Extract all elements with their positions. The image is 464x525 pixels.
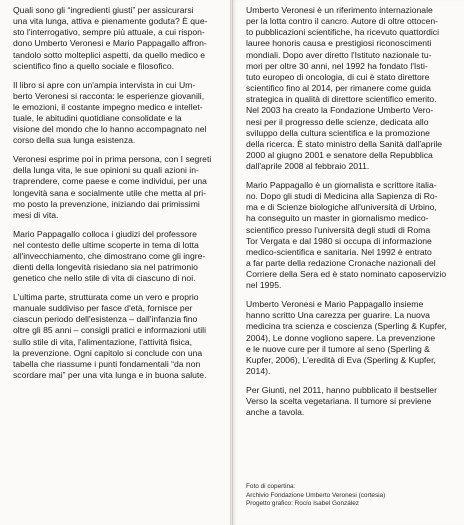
- text-line: la prevenzione. Ogni capitolo si conclude con una: [13, 347, 203, 358]
- text-line: le emozioni, il costante impegno medico e intellet-: [13, 101, 203, 112]
- text-line: no. Dopo gli studi di Medicina alla Sapienza di Ro-: [246, 191, 438, 202]
- text-line: sviluppo della cultura scientifica e la promozione: [246, 127, 430, 138]
- text-line: anche a tavola.: [246, 407, 305, 418]
- text-line: dall'aprile 2008 al febbraio 2011.: [246, 161, 370, 172]
- text-line: della ricerca. È stato ministro della Sanità dall'aprile: [246, 138, 443, 149]
- text-line: dono Umberto Veronesi e Mario Pappagallo affron-: [13, 38, 207, 49]
- author-biographies: [246, 5, 450, 426]
- text-line: sullo stile di vita, l'alimentazione, l'attività fisica,: [13, 336, 193, 347]
- text-line: mo posto la prevenzione, iniziando dai primissimi: [13, 198, 200, 209]
- text-line: medico-scientifica e sanitaria. Nel 1992 è entrato: [246, 246, 432, 257]
- text-line: ma e di Scienze biologiche all'università di Urbino,: [246, 202, 437, 213]
- paragraph-intro: [13, 5, 217, 72]
- text-line: traprendere, come paese e come individui, per una: [13, 176, 207, 187]
- text-line: ha conseguito un master in giornalismo medico-: [246, 213, 429, 224]
- text-line: sto l'interrogativo, sempre più attuale, a cui rispon-: [13, 27, 205, 38]
- text-line: Mario Pappagallo è un giornalista e scrittore italia-: [246, 179, 437, 190]
- text-line: dienti della longevità risiedano sia nel patrimonio: [13, 262, 198, 273]
- paragraph-joint-works: [246, 299, 450, 377]
- text-line: nel 1995.: [246, 280, 282, 291]
- text-line: della lunga vita, le sue opinioni su quali azioni in-: [13, 165, 199, 176]
- text-line: Mario Pappagallo colloca i giudizi del professore: [13, 228, 197, 239]
- text-line: tandolo sotto molteplici aspetti, da quello medico e: [13, 49, 206, 60]
- text-line: Per Giunti, nel 2011, hanno pubblicato il bestseller: [246, 384, 437, 395]
- text-line: Veronesi esprime poi in prima persona, con I segreti: [13, 154, 212, 165]
- text-line: tabella che riassume i punti fondamentali “da non: [13, 358, 201, 369]
- text-line: 2000 al giugno 2001 e senatore della Repubblica: [246, 150, 433, 161]
- text-line: scientifico fino al 2014, per rimanere come guida: [246, 83, 431, 94]
- text-line: Umberto Veronesi e Mario Pappagallo insieme: [246, 299, 424, 310]
- text-line: 2004), Le donne vogliono sapere. La prevenzione: [246, 332, 436, 343]
- text-line: per la lotta contro il cancro. Autore di oltre ottocen-: [246, 16, 439, 27]
- text-line: nesi per il progresso delle scienze, dedicata allo: [246, 116, 429, 127]
- text-line: una vita lunga, attiva e pienamente goduta? È que-: [13, 16, 208, 27]
- text-line: to pubblicazioni scientifiche, ha ricevuto quattordici: [246, 27, 439, 38]
- paragraph-pappagallo-bio: [246, 180, 450, 292]
- text-line: mori per oltre 30 anni, nel 1992 ha fondato l'Isti-: [246, 60, 428, 71]
- text-line: Corriere della Sera ed è stato nominato caposervizio: [246, 269, 447, 280]
- text-line: scientifico presso l'università degli studi di Roma: [246, 224, 431, 235]
- text-line: Kupfer, 2006), L'eredità di Eva (Sperling & Kupfer,: [246, 354, 436, 365]
- text-line: L'ultima parte, strutturata come un vero e proprio: [13, 291, 199, 302]
- text-line: mesi di vita.: [13, 209, 59, 220]
- book-description: [13, 5, 217, 389]
- text-line: e le nuove cure per il tumore al seno (Sperling &: [246, 343, 430, 354]
- text-line: scordare mai” per una vita lunga e in buona salute.: [13, 370, 207, 381]
- text-line: visione del mondo che lo hanno accompagnato nel: [13, 124, 207, 135]
- text-line: scientifico fino a quello sociale e filosofico.: [13, 60, 174, 71]
- text-line: Umberto Veronesi è un riferimento internazionale: [246, 5, 433, 15]
- text-line: strategica in qualità di direttore scientifico emerito.: [246, 94, 437, 105]
- text-line: tuto europeo di oncologia, di cui è stato direttore: [246, 71, 430, 82]
- text-line: genetico che nello stile di vita di ciascuno di noi.: [13, 273, 196, 284]
- paragraph-giunti: [246, 385, 450, 418]
- text-line: Tor Vergata e dal 1980 si occupa di informazione: [246, 235, 432, 246]
- credit-line: Progetto grafico: Rocío Isabel González: [246, 500, 359, 508]
- text-line: hanno scritto Una carezza per guarire. La nuova: [246, 310, 430, 321]
- paragraph-veronesi-bio: [246, 5, 450, 172]
- text-line: longevità sana e socialmente utile che metta al pri-: [13, 187, 206, 198]
- text-line: all'invecchiamento, che dimostrano come gli ingre-: [13, 250, 206, 261]
- text-line: mondiali. Dopo aver diretto l'Istituto nazionale tu-: [246, 49, 432, 60]
- text-line: ciascun periodo dell'esistenza – dall'infanzia fino: [13, 314, 198, 325]
- text-line: Nel 2003 ha creato la Fondazione Umberto Vero-: [246, 105, 434, 116]
- text-line: tuale, le abitudini quotidiane consolidate e la: [13, 113, 182, 123]
- text-line: lauree honoris causa e prestigiosi riconoscimenti: [246, 38, 432, 49]
- text-line: Verso la scelta vegetariana. Il tumore si previene: [246, 395, 432, 406]
- paragraph-pappagallo: [13, 229, 217, 285]
- credit-line: Foto di copertina:: [246, 483, 296, 490]
- text-line: medicina tra scienza e coscienza (Sperling & Kupfer,: [246, 321, 447, 332]
- paragraph-interview: [13, 80, 217, 147]
- text-line: manuale suddiviso per fasce d'età, fornisce per: [13, 303, 193, 314]
- text-line: nel contesto delle ultime scoperte in tema di lotta: [13, 239, 199, 250]
- text-line: 2014).: [246, 366, 271, 377]
- text-line: oltre gli 85 anni – consigli pratici e informazioni utili: [13, 325, 206, 336]
- text-line: corso della sua lunga esistenza.: [13, 135, 136, 146]
- image-credits: [246, 483, 456, 509]
- text-line: Quali sono gli “ingredienti giusti” per assicurarsi: [13, 5, 194, 15]
- text-line: Il libro si apre con un'ampia intervista in cui Um-: [13, 79, 196, 90]
- text-line: berto Veronesi si racconta: le esperienze giovanili,: [13, 90, 205, 101]
- paragraph-secrets: [13, 154, 217, 221]
- credit-line: Archivio Fondazione Umberto Veronesi (cortesia): [246, 491, 386, 499]
- text-line: a far parte della redazione Cronache nazionali del: [246, 258, 436, 269]
- paragraph-manual: [13, 292, 217, 381]
